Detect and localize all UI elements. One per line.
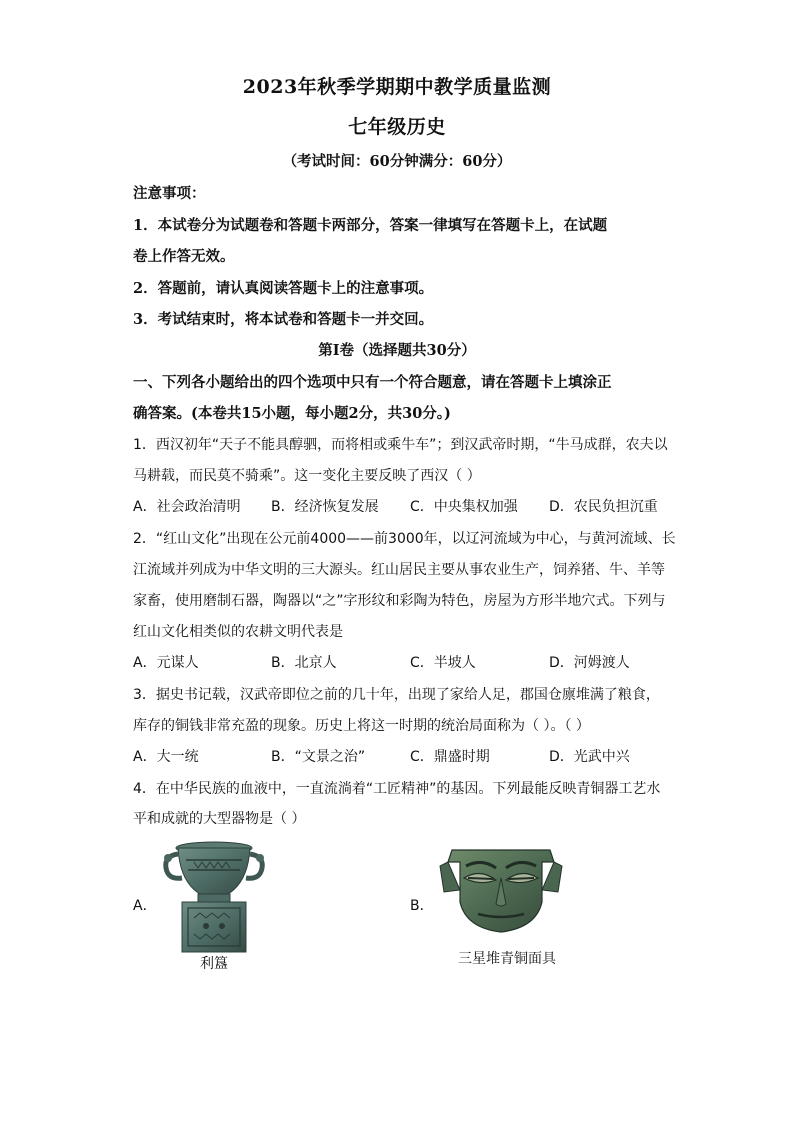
question-3-option-c[interactable]: C．鼎盛时期	[410, 749, 490, 765]
notice-heading: 注意事项：	[133, 185, 206, 202]
section-instruction: 一、下列各小题给出的四个选项中只有一个符合题意，请在答题卡上填涂正	[133, 374, 612, 391]
question-2-option-b[interactable]: B．北京人	[271, 655, 337, 671]
question-1-option-d[interactable]: D．农民负担沉重	[549, 499, 658, 515]
question-1-option-a[interactable]: A．社会政治清明	[133, 499, 241, 515]
question-1-line-1: 1．西汉初年“天子不能具醇驷，而将相或乘牛车”；到汉武帝时期，“牛马成群，农夫以	[133, 437, 668, 453]
notice-item-2: 2．答题前，请认真阅读答题卡上的注意事项。	[133, 280, 434, 297]
figure-a-caption: 利簋	[200, 956, 228, 972]
section-instruction-cont: 确答案。(本卷共15小题，每小题2分，共30分。)	[133, 405, 451, 422]
question-1-option-b[interactable]: B．经济恢复发展	[271, 499, 379, 515]
question-2-option-c[interactable]: C．半坡人	[410, 655, 476, 671]
question-3-option-a[interactable]: A．大一统	[133, 749, 199, 765]
question-4-option-b-label[interactable]: B．	[410, 898, 434, 914]
li-gui-bronze-icon	[160, 838, 268, 956]
question-4-line-2: 平和成就的大型器物是（ ）	[133, 811, 306, 827]
question-2-option-d[interactable]: D．河姆渡人	[549, 655, 630, 671]
bronze-mask-icon	[438, 832, 564, 942]
exam-time-info: （考试时间：60分钟满分：60分）	[282, 153, 512, 170]
question-2-option-a[interactable]: A．元谋人	[133, 655, 199, 671]
section-title: 第I卷（选择题共30分）	[318, 342, 476, 359]
question-2-line-3: 家畜，使用磨制石器，陶器以“之”字形纹和彩陶为特色，房屋为方形半地穴式。下列与	[133, 593, 666, 609]
question-2-line-4: 红山文化相类似的农耕文明代表是	[133, 624, 343, 640]
notice-item-1: 1．本试卷分为试题卷和答题卡两部分，答案一律填写在答题卡上，在试题	[133, 217, 608, 234]
question-4-option-a-label[interactable]: A．	[133, 898, 157, 914]
question-4-line-1: 4．在中华民族的血液中，一直流淌着“工匠精神”的基因。下列最能反映青铜器工艺水	[133, 781, 661, 797]
question-2-line-2: 江流域并列成为中华文明的三大源头。红山居民主要从事农业生产，饲养猪、牛、羊等	[133, 562, 665, 578]
question-3-option-b[interactable]: B．“文景之治”	[271, 749, 366, 765]
question-2-line-1: 2．“红山文化”出现在公元前4000——前3000年，以辽河流域为中心，与黄河流域、长	[133, 531, 676, 547]
question-1-option-c[interactable]: C．中央集权加强	[410, 499, 518, 515]
exam-subtitle: 七年级历史	[348, 116, 446, 138]
li-gui-bronze-image	[160, 838, 268, 956]
exam-title: 2023年秋季学期期中教学质量监测	[242, 76, 552, 98]
question-3-line-2: 库存的铜钱非常充盈的现象。历史上将这一时期的统治局面称为（ ）。（ ）	[133, 718, 590, 734]
figure-b-caption: 三星堆青铜面具	[458, 951, 556, 967]
sanxingdui-mask-image	[438, 832, 564, 942]
question-3-option-d[interactable]: D．光武中兴	[549, 749, 630, 765]
notice-item-1-cont: 卷上作答无效。	[133, 248, 235, 265]
notice-item-3: 3．考试结束时，将本试卷和答题卡一并交回。	[133, 311, 434, 328]
question-1-line-2: 马耕载，而民莫不骑乘”。这一变化主要反映了西汉（ ）	[133, 468, 481, 484]
question-3-line-1: 3．据史书记载，汉武帝即位之前的几十年，出现了家给人足，郡国仓廪堆满了粮食，	[133, 687, 660, 703]
